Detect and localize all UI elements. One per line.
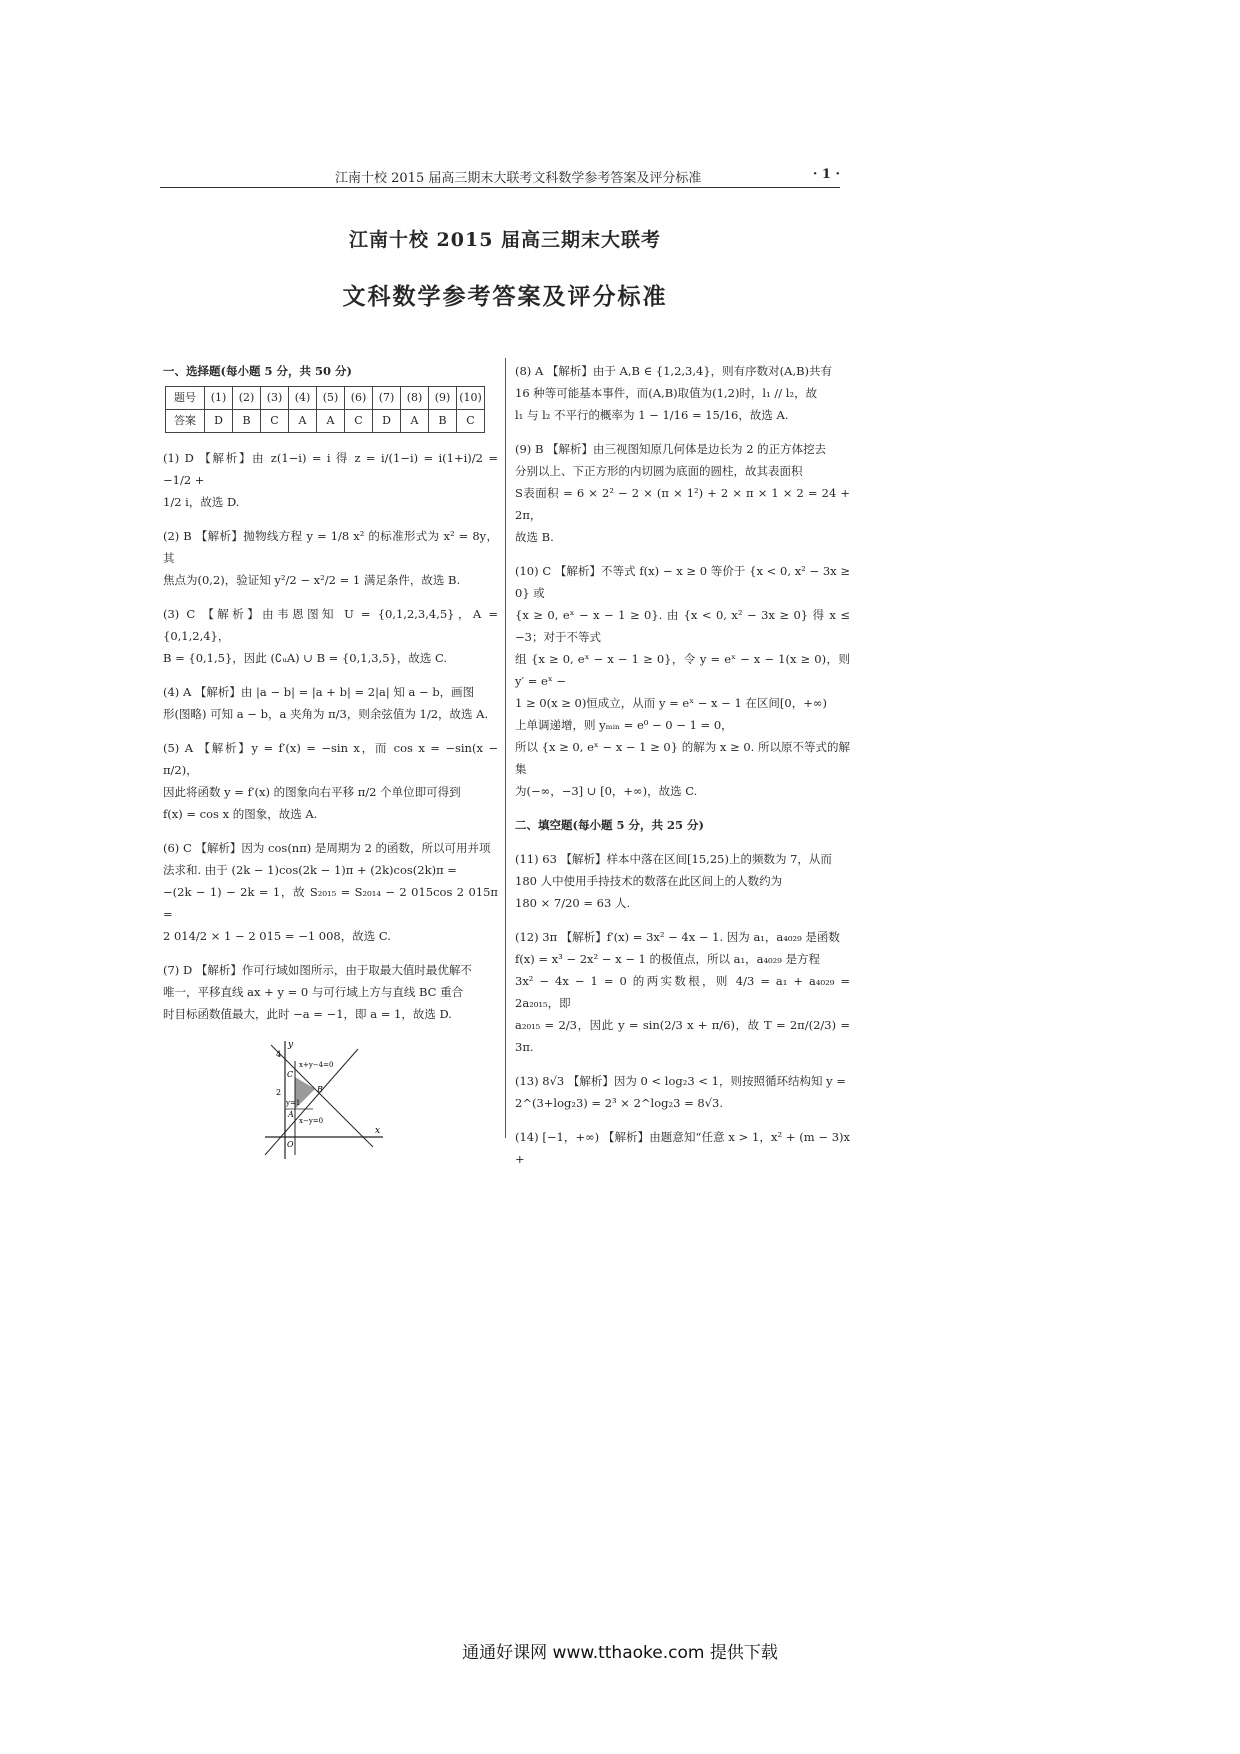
graph-label-4: 4 bbox=[276, 1050, 282, 1059]
solution-line: (3) C 【解析】由韦恩图知 U = {0,1,2,3,4,5}，A = {0,1,2,4}， bbox=[163, 607, 498, 643]
answer-table-answer-row bbox=[166, 410, 485, 433]
a-cell: C bbox=[261, 410, 289, 433]
q-cell: (7) bbox=[373, 387, 401, 410]
solution-item-6 bbox=[163, 837, 498, 947]
a-cell: B bbox=[233, 410, 261, 433]
a-cell: D bbox=[373, 410, 401, 433]
solution-line: 焦点为(0,2)，验证知 y²/2 − x²/2 = 1 满足条件，故选 B. bbox=[163, 573, 461, 587]
solution-line: 1 ≥ 0(x ≥ 0)恒成立，从而 y = eˣ − x − 1 在区间[0，+∞) bbox=[515, 696, 827, 710]
document-title-line2: 文科数学参考答案及评分标准 bbox=[342, 283, 668, 310]
graph-label-y: y bbox=[288, 1040, 294, 1050]
document-title-line1: 江南十校 2015 届高三期末大联考 bbox=[348, 229, 662, 251]
solution-line: 形(图略) 可知 a − b，a 夹角为 π/3，则余弦值为 1/2，故选 A. bbox=[163, 707, 489, 721]
solution-line: 组 {x ≥ 0, eˣ − x − 1 ≥ 0}，令 y = eˣ − x − 1(x ≥ 0)，则 y′ = eˣ − bbox=[515, 652, 850, 688]
solution-line: (12) 3π 【解析】f′(x) = 3x² − 4x − 1. 因为 a₁，a₄₀₂₉ 是函数 bbox=[515, 930, 840, 944]
solution-line: f(x) = x³ − 2x² − x − 1 的极值点，所以 a₁，a₄₀₂₉ 是方程 bbox=[515, 952, 821, 966]
solution-item-12 bbox=[515, 926, 850, 1058]
solution-line: 2 014/2 × 1 − 2 015 = −1 008，故选 C. bbox=[163, 929, 391, 943]
solution-line: a₂₀₁₅ = 2/3，因此 y = sin(2/3 x + π/6)，故 T = 2π/(2/3) = 3π. bbox=[515, 1018, 850, 1054]
column-divider bbox=[505, 358, 506, 1138]
graph-label-B: B bbox=[317, 1085, 323, 1094]
a-cell: A bbox=[317, 410, 345, 433]
graph-label-x: x bbox=[375, 1126, 381, 1136]
solution-line: 上单调递增，则 yₘᵢₙ = e⁰ − 0 − 1 = 0， bbox=[515, 718, 733, 732]
solution-line: (13) 8√3 【解析】因为 0 < log₂3 < 1，则按照循环结构知 y = bbox=[515, 1074, 846, 1088]
q-cell: (3) bbox=[261, 387, 289, 410]
answer-table-question-row bbox=[166, 387, 485, 410]
a-cell: D bbox=[205, 410, 233, 433]
solution-line: 法求和. 由于 (2k − 1)cos(2k − 1)π + (2k)cos(2k)π = bbox=[163, 863, 457, 877]
solution-line: 16 种等可能基本事件，而(A,B)取值为(1,2)时，l₁ // l₂，故 bbox=[515, 386, 818, 400]
solution-line: 故选 B. bbox=[515, 530, 554, 544]
page-number: · 1 · bbox=[812, 167, 840, 182]
solution-item-7 bbox=[163, 959, 498, 1025]
graph-label-O: O bbox=[287, 1140, 294, 1149]
solution-line: (10) C 【解析】不等式 f(x) − x ≥ 0 等价于 {x < 0, x² − 3x ≥ 0} 或 bbox=[515, 564, 850, 600]
section2-heading-text: 二、填空题(每小题 5 分，共 25 分) bbox=[515, 818, 704, 832]
solution-line: (2) B 【解析】抛物线方程 y = 1/8 x² 的标准形式为 x² = 8y，其 bbox=[163, 529, 498, 565]
solution-item-13 bbox=[515, 1070, 850, 1114]
solution-line: (1) D 【解析】由 z(1−i) = i 得 z = i/(1−i) = i(1+i)/2 = −1/2 + bbox=[163, 451, 498, 487]
solution-line: 1/2 i，故选 D. bbox=[163, 495, 240, 509]
solution-item-1 bbox=[163, 447, 498, 513]
a-cell: A bbox=[289, 410, 317, 433]
q-cell: (1) bbox=[205, 387, 233, 410]
solution-line: f(x) = cos x 的图象，故选 A. bbox=[163, 807, 318, 821]
q-cell: (6) bbox=[345, 387, 373, 410]
solution-item-3 bbox=[163, 603, 498, 669]
download-footer: 通通好课网 www.tthaoke.com 提供下载 bbox=[462, 1643, 778, 1663]
graph-label-2: 2 bbox=[276, 1088, 282, 1097]
a-cell: C bbox=[457, 410, 485, 433]
solution-line: 180 × 7/20 = 63 人. bbox=[515, 896, 631, 910]
solution-line: {x ≥ 0, eˣ − x − 1 ≥ 0}. 由 {x < 0, x² − 3x ≥ 0} 得 x ≤ −3；对于不等式 bbox=[515, 608, 850, 644]
solution-line: (8) A 【解析】由于 A,B ∈ {1,2,3,4}，则有序数对(A,B)共有 bbox=[515, 364, 833, 378]
solution-line: (5) A 【解析】y = f′(x) = −sin x，而 cos x = −sin(x − π/2)， bbox=[163, 741, 498, 777]
solution-item-10 bbox=[515, 560, 850, 802]
q-cell: (5) bbox=[317, 387, 345, 410]
solution-item-2 bbox=[163, 525, 498, 591]
solution-item-9 bbox=[515, 438, 850, 548]
solution-line: 3x² − 4x − 1 = 0 的两实数根，则 4/3 = a₁ + a₄₀₂₉ = 2a₂₀₁₅，即 bbox=[515, 974, 850, 1010]
graph-label-line-y1: y=1 bbox=[286, 1099, 301, 1107]
feasible-region-graph bbox=[263, 1037, 388, 1162]
solution-line: 时目标函数值最大，此时 −a = −1，即 a = 1，故选 D. bbox=[163, 1007, 452, 1021]
a-cell: C bbox=[345, 410, 373, 433]
solution-item-14 bbox=[515, 1126, 850, 1170]
solution-item-4 bbox=[163, 681, 498, 725]
graph-label-C: C bbox=[287, 1070, 294, 1079]
q-cell: (10) bbox=[457, 387, 485, 410]
running-title: 江南十校 2015 届高三期末大联考文科数学参考答案及评分标准 bbox=[335, 171, 702, 186]
solution-line: (4) A 【解析】由 |a − b| = |a + b| = 2|a| 知 a − b，画图 bbox=[163, 685, 475, 699]
solution-line: (9) B 【解析】由三视图知原几何体是边长为 2 的正方体挖去 bbox=[515, 442, 827, 456]
solution-line: 2^(3+log₂3) = 2³ × 2^log₂3 = 8√3. bbox=[515, 1096, 723, 1110]
solution-line: S表面积 = 6 × 2² − 2 × (π × 1²) + 2 × π × 1 × 2 = 24 + 2π， bbox=[515, 486, 850, 522]
solution-line: l₁ 与 l₂ 不平行的概率为 1 − 1/16 = 15/16，故选 A. bbox=[515, 408, 789, 422]
answer-table-q-header: 题号 bbox=[166, 387, 205, 410]
answer-table bbox=[165, 386, 485, 433]
solution-line: B = {0,1,5}，因此 (∁ᵤA) ∪ B = {0,1,3,5}，故选 C. bbox=[163, 651, 448, 665]
solution-line: (14) [−1，+∞) 【解析】由题意知“任意 x > 1，x² + (m − 3)x + bbox=[515, 1130, 850, 1166]
solution-item-8 bbox=[515, 360, 850, 426]
solution-line: (7) D 【解析】作可行域如图所示，由于取最大值时最优解不 bbox=[163, 963, 472, 977]
solution-line: (6) C 【解析】因为 cos(nπ) 是周期为 2 的函数，所以可用并项 bbox=[163, 841, 491, 855]
left-column bbox=[163, 360, 498, 1162]
a-cell: A bbox=[401, 410, 429, 433]
solution-item-5 bbox=[163, 737, 498, 825]
right-column bbox=[515, 360, 850, 1182]
a-cell: B bbox=[429, 410, 457, 433]
q-cell: (8) bbox=[401, 387, 429, 410]
solution-line: 180 人中使用手持技术的数落在此区间上的人数约为 bbox=[515, 874, 783, 888]
q-cell: (4) bbox=[289, 387, 317, 410]
solution-line: 分别以上、下正方形的内切圆为底面的圆柱，故其表面积 bbox=[515, 464, 803, 478]
graph-label-line-x-minus-y: x−y=0 bbox=[299, 1117, 324, 1125]
graph-label-line-x-plus-y: x+y−4=0 bbox=[299, 1061, 334, 1069]
solution-line: 唯一，平移直线 ax + y = 0 与可行域上方与直线 BC 重合 bbox=[163, 985, 464, 999]
graph-label-A: A bbox=[288, 1110, 294, 1119]
solution-line: (11) 63 【解析】样本中落在区间[15,25)上的频数为 7，从而 bbox=[515, 852, 832, 866]
running-header bbox=[160, 165, 840, 188]
answer-table-a-header: 答案 bbox=[166, 410, 205, 433]
section1-heading: 一、选择题(每小题 5 分，共 50 分) bbox=[163, 364, 352, 378]
q-cell: (9) bbox=[429, 387, 457, 410]
q-cell: (2) bbox=[233, 387, 261, 410]
section2-heading bbox=[515, 814, 850, 836]
solution-line: 为(−∞，−3] ∪ [0，+∞)，故选 C. bbox=[515, 784, 698, 798]
solution-line: −(2k − 1) − 2k = 1，故 S₂₀₁₅ = S₂₀₁₄ − 2 015cos 2 015π = bbox=[163, 885, 498, 921]
solution-item-11 bbox=[515, 848, 850, 914]
solution-line: 因此将函数 y = f′(x) 的图象向右平移 π/2 个单位即可得到 bbox=[163, 785, 461, 799]
solution-line: 所以 {x ≥ 0, eˣ − x − 1 ≥ 0} 的解为 x ≥ 0. 所以原不等式的解集 bbox=[515, 740, 850, 776]
